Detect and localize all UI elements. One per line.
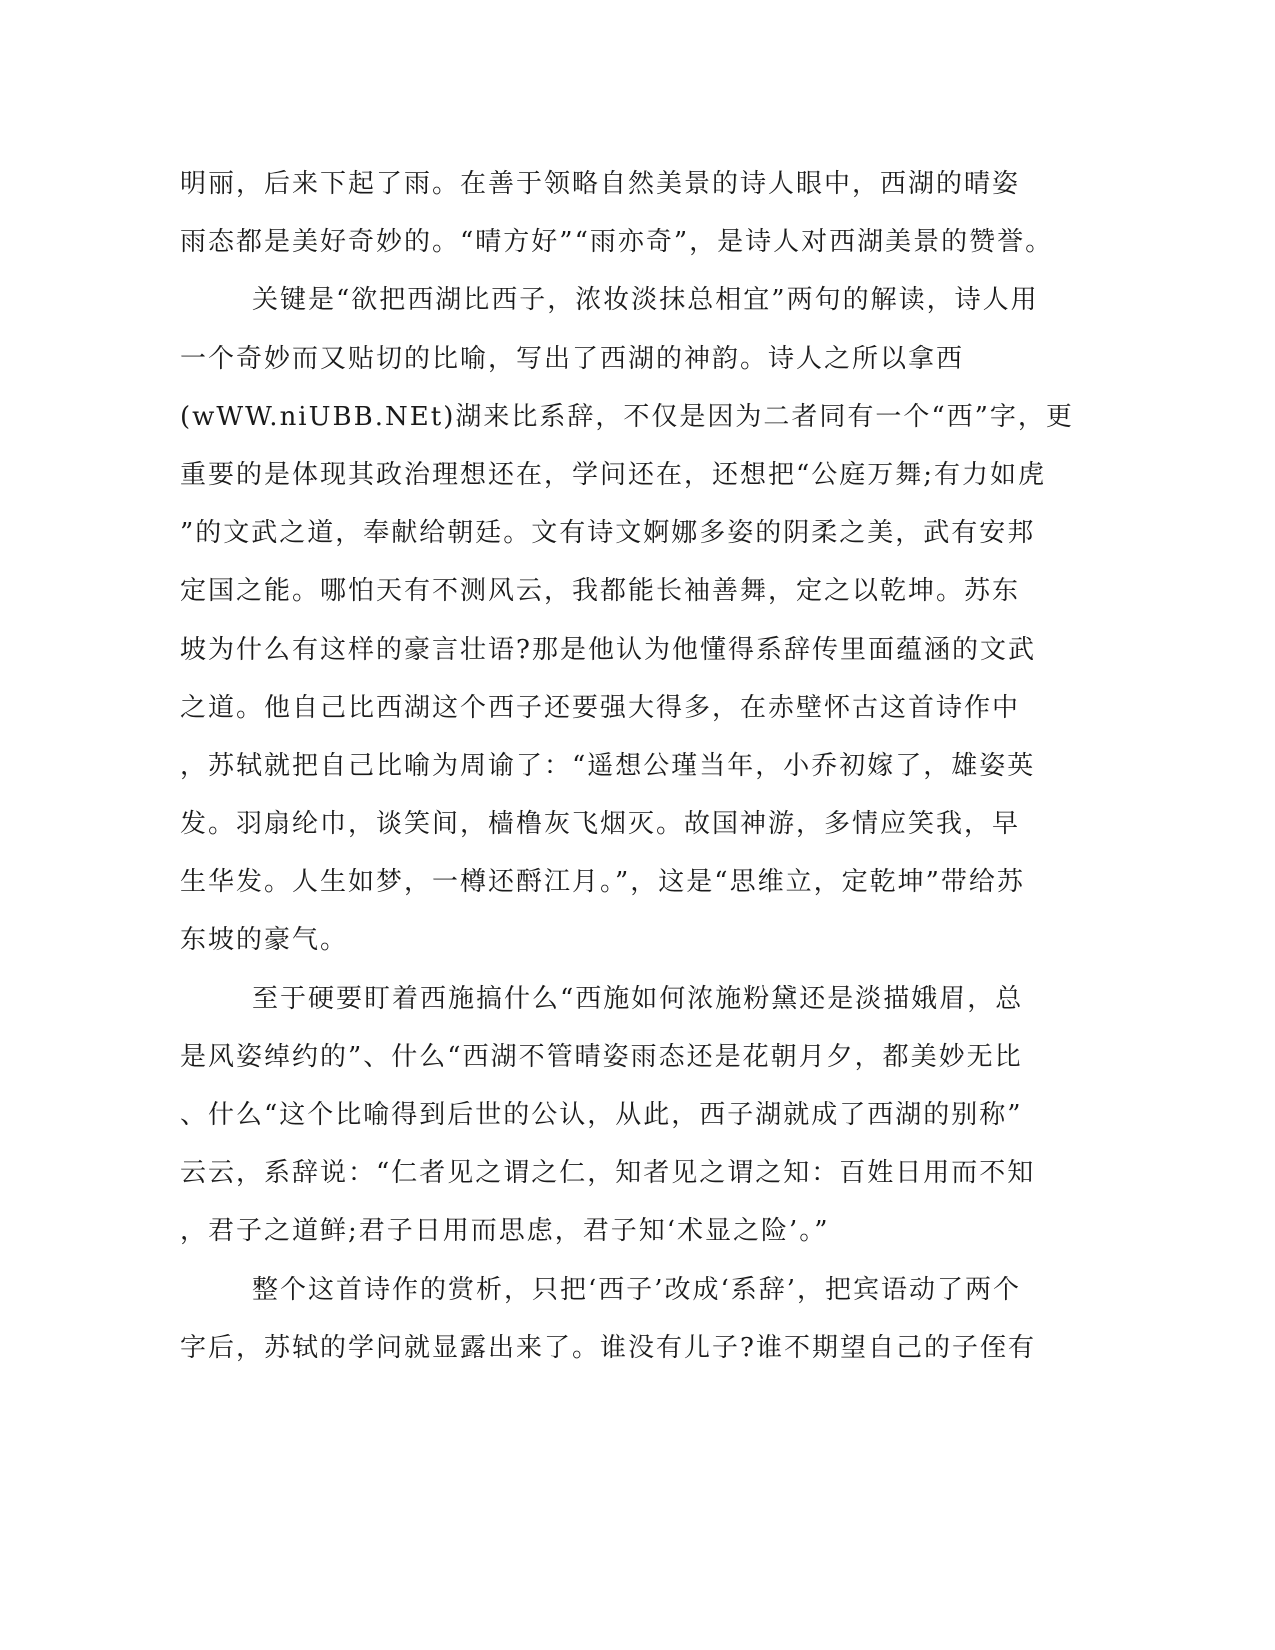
- text-line: 生华发。人生如梦，一樽还酹江月。”，这是“思维立，定乾坤”带给苏: [180, 867, 1025, 898]
- text-line: 、什么“这个比喻得到后世的公认，从此，西子湖就成了西湖的别称”: [180, 1100, 1023, 1130]
- text-line: 是风姿绰约的”、什么“西湖不管晴姿雨态还是花朝月夕，都美妙无比: [180, 1041, 1023, 1072]
- body-text: [180, 155, 1074, 1377]
- text-line: 雨态都是美好奇妙的。“晴方好”“雨亦奇”，是诗人对西湖美景的赞誉。: [180, 227, 1054, 258]
- text-line: 之道。他自己比西湖这个西子还要强大得多，在赤壁怀古这首诗作中: [180, 692, 1021, 723]
- text-line: 至于硬要盯着西施搞什么“西施如何浓施粉黛还是淡描娥眉，总: [252, 983, 1024, 1014]
- text-line: 整个这首诗作的赏析，只把‘西子’改成‘系辞’，把宾语动了两个: [252, 1274, 1022, 1305]
- text-line: 一个奇妙而又贴切的比喻，写出了西湖的神韵。诗人之所以拿西: [180, 343, 965, 374]
- text-line: 云云，系辞说：“仁者见之谓之仁，知者见之谓之知：百姓日用而不知: [180, 1158, 1036, 1189]
- text-line: (wWW.niUBB.NEt)湖来比系辞，不仅是因为二者同有一个“西”字，更: [180, 401, 1074, 432]
- text-line: ，苏轼就把自己比喻为周谕了：“遥想公瑾当年，小乔初嫁了，雄姿英: [180, 750, 1036, 781]
- text-line: 重要的是体现其政治理想还在，学问还在，还想把“公庭万舞;有力如虎: [180, 459, 1047, 490]
- text-line: ，君子之道鲜;君子日用而思虑，君子知‘术显之险’。”: [180, 1216, 830, 1247]
- text-line: 发。羽扇纶巾，谈笑间，樯橹灰飞烟灭。故国神游，多情应笑我，早: [180, 809, 1021, 840]
- text-line: 东坡的豪气。: [180, 925, 349, 956]
- text-line: ”的文武之道，奉献给朝廷。文有诗文婀娜多姿的阴柔之美，武有安邦: [180, 518, 1036, 549]
- text-line: 关键是“欲把西湖比西子，浓妆淡抹总相宜”两句的解读，诗人用: [252, 285, 1039, 316]
- text-line: 定国之能。哪怕天有不测风云，我都能长袖善舞，定之以乾坤。苏东: [180, 576, 1021, 607]
- text-line: 明丽，后来下起了雨。在善于领略自然美景的诗人眼中，西湖的晴姿: [180, 169, 1021, 199]
- text-line: 坡为什么有这样的豪言壮语?那是他认为他懂得系辞传里面蕴涵的文武: [180, 634, 1036, 665]
- text-line: 字后，苏轼的学问就显露出来了。谁没有儿子?谁不期望自己的子侄有: [180, 1332, 1036, 1363]
